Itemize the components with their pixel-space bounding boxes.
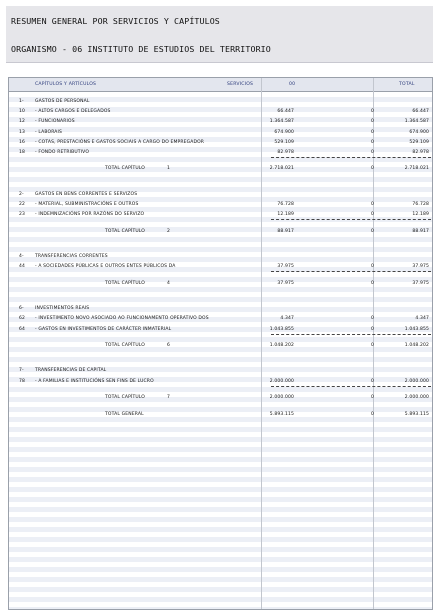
article-row xyxy=(9,200,432,209)
chapter-total-number: 7 xyxy=(167,394,171,400)
article-row xyxy=(9,262,432,271)
article-value-total: 1.364.587 xyxy=(404,119,429,125)
chapter-total-total: 37.975 xyxy=(412,280,429,286)
header-total: TOTAL xyxy=(399,82,415,87)
article-row xyxy=(9,325,432,334)
chapter-total-total: 2.718.021 xyxy=(404,166,429,172)
article-value-total: 76.728 xyxy=(412,202,429,207)
table-header xyxy=(9,78,432,92)
chapter-total-00: 2.000.000 xyxy=(269,394,294,400)
chapter-code: 1- xyxy=(19,99,24,104)
article-value-servicios: 0 xyxy=(370,109,374,115)
chapter-total-number: 4 xyxy=(167,280,171,286)
article-desc: - ALTOS CARGOS E DELEGADOS xyxy=(35,109,111,115)
chapter-row xyxy=(9,304,432,313)
article-value-00: 2.000.000 xyxy=(269,378,294,384)
article-code: 78 xyxy=(19,378,26,384)
header-capitulos: CAPÍTULOS Y ARTÍCULOS xyxy=(35,82,97,87)
grand-total-row xyxy=(9,410,432,419)
chapter-total-00: 37.975 xyxy=(277,280,294,286)
article-code: 22 xyxy=(19,202,26,207)
report-title: RESUMEN GENERAL POR SERVICIOS Y CAPÍTULOS xyxy=(11,16,220,26)
chapter-total-servicios: 0 xyxy=(370,394,374,400)
chapter-row xyxy=(9,97,432,106)
article-row xyxy=(9,314,432,323)
chapter-total-servicios: 0 xyxy=(370,280,374,286)
article-value-total: 2.000.000 xyxy=(404,378,429,384)
article-value-servicios: 0 xyxy=(370,150,374,155)
chapter-name: GASTOS EN BENS CORRENTES E SERVIZOS xyxy=(35,191,138,197)
article-code: 13 xyxy=(19,129,26,135)
article-value-total: 1.043.855 xyxy=(404,326,429,332)
article-code: 12 xyxy=(19,119,26,125)
article-value-servicios: 0 xyxy=(370,212,374,218)
article-value-servicios: 0 xyxy=(370,378,374,384)
article-value-total: 37.975 xyxy=(412,264,429,270)
chapter-total-row xyxy=(9,227,432,236)
chapter-total-servicios: 0 xyxy=(370,228,374,234)
chapter-code: 4- xyxy=(19,254,24,259)
article-value-total: 529.109 xyxy=(409,139,429,145)
article-value-00: 66.447 xyxy=(277,109,294,115)
article-value-00: 4.347 xyxy=(280,316,294,322)
article-desc: - FUNCIONARIOS xyxy=(35,119,75,125)
chapter-total-total: 1.048.202 xyxy=(404,342,429,348)
chapter-total-00: 2.718.021 xyxy=(269,166,294,172)
article-desc: - A FAMILIAS E INSTITUCIÓNS SEN FINS DE LUCRO xyxy=(35,378,154,384)
grand-total-total: 5.893.115 xyxy=(404,412,429,418)
article-value-total: 82.978 xyxy=(412,150,429,155)
chapter-total-00: 1.048.202 xyxy=(269,342,294,348)
article-value-total: 66.447 xyxy=(412,109,429,115)
article-row xyxy=(9,138,432,147)
article-value-00: 12.189 xyxy=(277,212,294,218)
article-value-00: 76.728 xyxy=(277,202,294,207)
chapter-total-label: TOTAL CAPÍTULO xyxy=(105,342,145,348)
article-desc: - GASTOS EN INVESTIMENTOS DE CARÁCTER INMATERIAL xyxy=(35,326,172,332)
article-row xyxy=(9,377,432,386)
article-code: 10 xyxy=(19,109,26,115)
chapter-total-00: 88.917 xyxy=(277,228,294,234)
chapter-total-label: TOTAL CAPÍTULO xyxy=(105,166,145,172)
chapter-total-row xyxy=(9,279,432,288)
chapter-code: 2- xyxy=(19,191,24,197)
article-value-total: 4.347 xyxy=(415,316,429,322)
chapter-name: INVESTIMENTOS REAIS xyxy=(35,306,90,312)
summary-table xyxy=(8,77,433,610)
chapter-name: TRANSFERENCIAS CORRENTES xyxy=(35,254,108,259)
article-value-00: 674.900 xyxy=(274,129,294,135)
article-value-servicios: 0 xyxy=(370,326,374,332)
article-code: 64 xyxy=(19,326,26,332)
subtotal-separator xyxy=(271,271,431,272)
article-desc: - FONDO RETRIBUTIVO xyxy=(35,150,90,155)
chapter-name: TRANSFERENCIAS DE CAPITAL xyxy=(35,368,107,374)
chapter-total-servicios: 0 xyxy=(370,342,374,348)
article-desc: - COTAS, PRESTACIÓNS E GASTOS SOCIAIS A CARGO DO EMPREGADOR xyxy=(35,139,205,145)
subtotal-separator xyxy=(271,219,431,220)
article-code: 16 xyxy=(19,139,26,145)
chapter-total-label: TOTAL CAPÍTULO xyxy=(105,280,145,286)
article-value-00: 37.975 xyxy=(277,264,294,270)
article-desc: - INVESTIMENTO NOVO ASOCIADO AO FUNCIONAMENTO OPERATIVO DOS xyxy=(35,316,209,322)
subtotal-separator xyxy=(271,386,431,387)
chapter-row xyxy=(9,366,432,375)
article-code: 44 xyxy=(19,264,26,270)
article-code: 18 xyxy=(19,150,26,155)
article-value-servicios: 0 xyxy=(370,202,374,207)
article-desc: - LABORAIS xyxy=(35,129,62,135)
chapter-total-number: 2 xyxy=(167,228,171,234)
subtotal-separator xyxy=(271,334,431,335)
chapter-total-number: 1 xyxy=(167,166,171,172)
chapter-total-total: 88.917 xyxy=(412,228,429,234)
chapter-row xyxy=(9,190,432,199)
organism-title: ORGANISMO - 06 INSTITUTO DE ESTUDIOS DEL TERRITORIO xyxy=(11,44,271,54)
grand-total-label: TOTAL GENERAL xyxy=(105,412,144,418)
chapter-total-servicios: 0 xyxy=(370,166,374,172)
chapter-code: 7- xyxy=(19,368,24,374)
article-value-00: 529.109 xyxy=(274,139,294,145)
chapter-name: GASTOS DE PERSONAL xyxy=(35,99,90,104)
article-value-servicios: 0 xyxy=(370,129,374,135)
article-row xyxy=(9,117,432,126)
article-value-00: 1.364.587 xyxy=(269,119,294,125)
article-value-servicios: 0 xyxy=(370,264,374,270)
chapter-total-row xyxy=(9,393,432,402)
article-value-servicios: 0 xyxy=(370,139,374,145)
grand-total-servicios: 0 xyxy=(370,412,374,418)
article-code: 23 xyxy=(19,212,26,218)
article-desc: - MATERIAL, SUBMINISTRACIÓNS E OUTROS xyxy=(35,202,139,207)
report-header xyxy=(6,6,433,63)
article-row xyxy=(9,148,432,157)
article-value-servicios: 0 xyxy=(370,119,374,125)
header-servicios: SERVICIOS xyxy=(227,82,254,87)
grand-total-00: 5.893.115 xyxy=(269,412,294,418)
chapter-total-number: 6 xyxy=(167,342,171,348)
header-00: 00 xyxy=(289,82,296,87)
chapter-total-label: TOTAL CAPÍTULO xyxy=(105,394,145,400)
chapter-total-total: 2.000.000 xyxy=(404,394,429,400)
article-row xyxy=(9,107,432,116)
chapter-total-row xyxy=(9,341,432,350)
chapter-row xyxy=(9,252,432,261)
article-desc: - INDEMNIZACIÓNS POR RAZÓNS DO SERVIZO xyxy=(35,212,145,218)
chapter-total-row xyxy=(9,164,432,173)
article-value-total: 12.189 xyxy=(412,212,429,218)
article-desc: - A SOCIEDADES PÚBLICAS E OUTROS ENTES PÚBLICOS DA xyxy=(35,264,176,270)
chapter-code: 6- xyxy=(19,306,24,312)
article-code: 62 xyxy=(19,316,26,322)
subtotal-separator xyxy=(271,157,431,158)
article-value-00: 1.043.855 xyxy=(269,326,294,332)
article-row xyxy=(9,210,432,219)
chapter-total-label: TOTAL CAPÍTULO xyxy=(105,228,145,234)
article-value-servicios: 0 xyxy=(370,316,374,322)
article-value-00: 82.978 xyxy=(277,150,294,155)
article-row xyxy=(9,128,432,137)
article-value-total: 674.900 xyxy=(409,129,429,135)
